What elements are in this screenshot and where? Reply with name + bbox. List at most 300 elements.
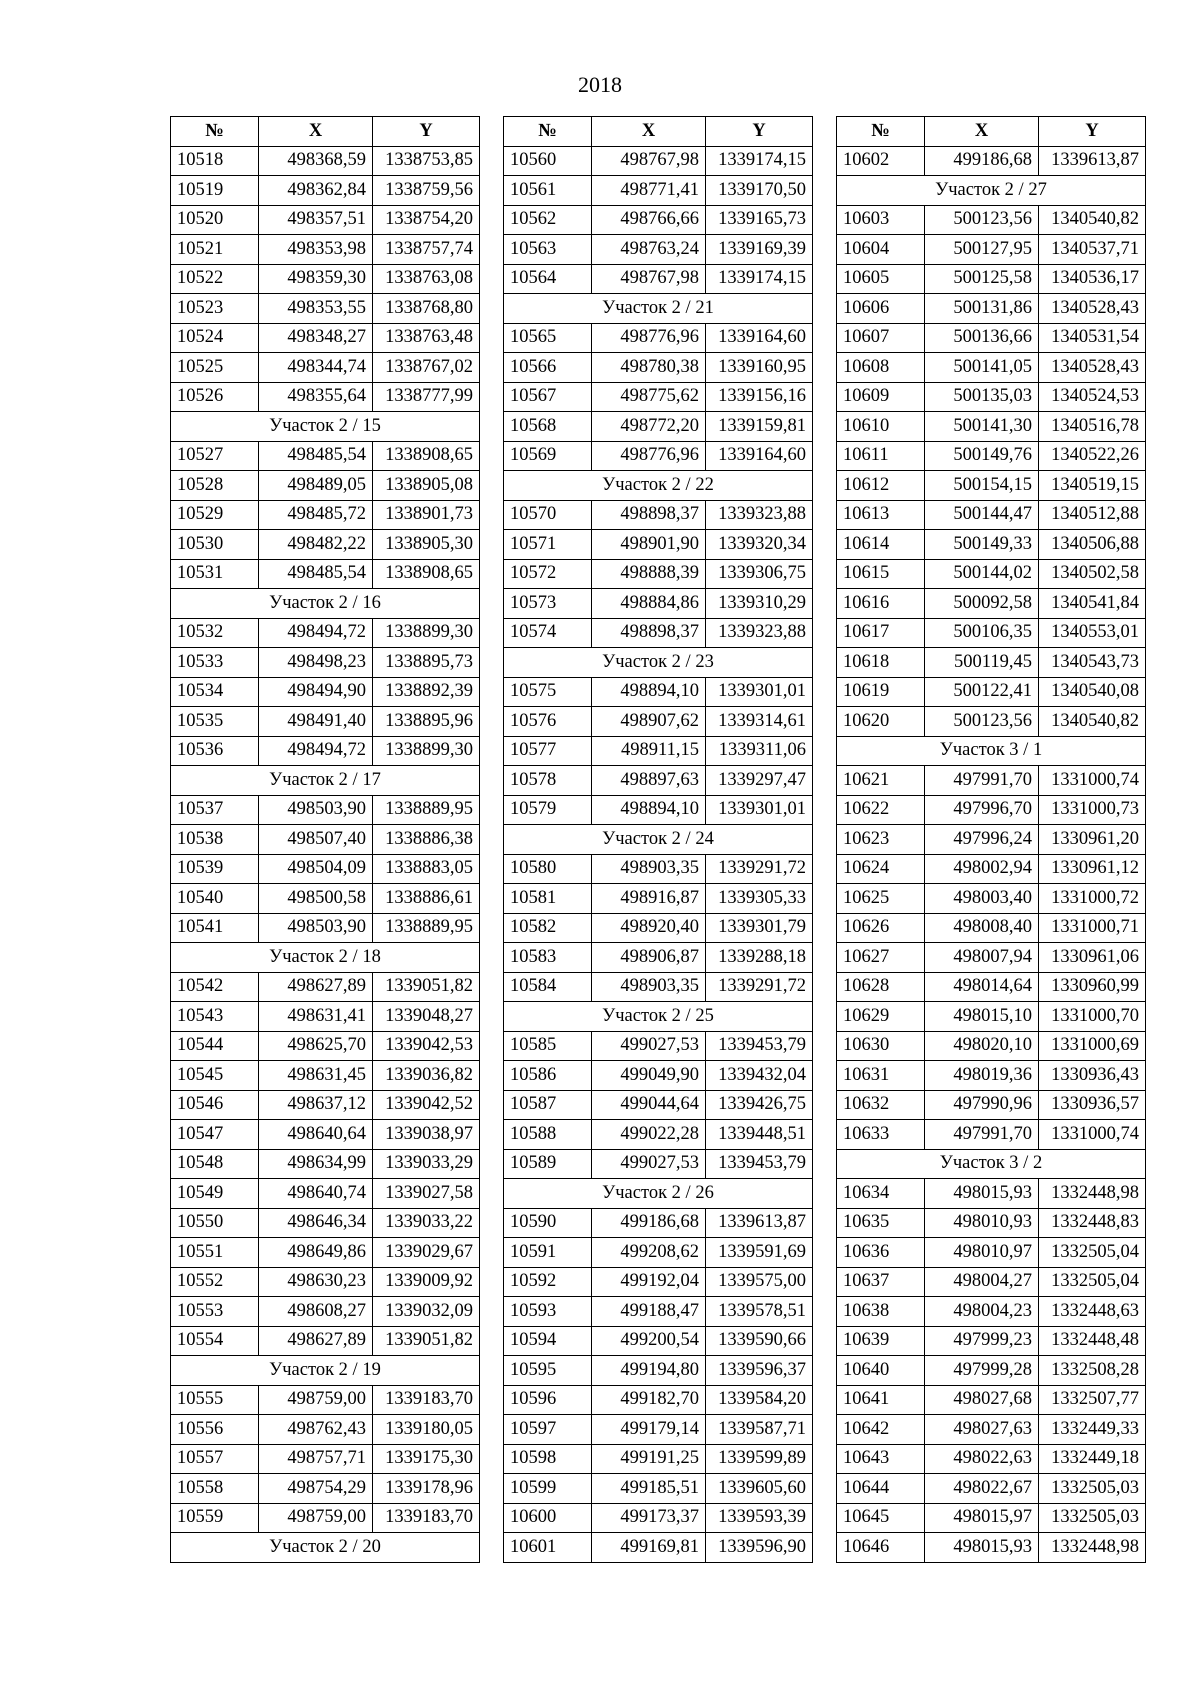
x-coordinate: 498022,67 (925, 1474, 1039, 1504)
table-row (171, 1297, 480, 1327)
point-number: 10616 (837, 589, 925, 619)
point-number: 10595 (504, 1356, 592, 1386)
x-coordinate: 499044,64 (592, 1090, 706, 1120)
point-number: 10537 (171, 795, 259, 825)
y-coordinate: 1332449,33 (1039, 1415, 1146, 1445)
point-number: 10536 (171, 736, 259, 766)
table-row (504, 1061, 813, 1091)
y-coordinate: 1338892,39 (373, 677, 480, 707)
y-coordinate: 1338901,73 (373, 500, 480, 530)
point-number: 10556 (171, 1415, 259, 1445)
point-number: 10623 (837, 825, 925, 855)
table-row (504, 353, 813, 383)
x-coordinate: 498775,62 (592, 382, 706, 412)
point-number: 10611 (837, 441, 925, 471)
table-row (504, 559, 813, 589)
point-number: 10640 (837, 1356, 925, 1386)
point-number: 10641 (837, 1385, 925, 1415)
table-row (837, 1090, 1146, 1120)
x-coordinate: 500149,33 (925, 530, 1039, 560)
x-coordinate: 499027,53 (592, 1149, 706, 1179)
x-coordinate: 498004,23 (925, 1297, 1039, 1327)
x-coordinate: 498353,55 (259, 294, 373, 324)
point-number: 10571 (504, 530, 592, 560)
x-coordinate: 498491,40 (259, 707, 373, 737)
table-row (837, 825, 1146, 855)
x-coordinate: 499173,37 (592, 1503, 706, 1533)
point-number: 10559 (171, 1503, 259, 1533)
y-coordinate: 1338905,08 (373, 471, 480, 501)
x-coordinate: 498494,72 (259, 736, 373, 766)
y-coordinate: 1339323,88 (706, 500, 813, 530)
y-coordinate: 1339320,34 (706, 530, 813, 560)
x-coordinate: 498494,72 (259, 618, 373, 648)
y-coordinate: 1332448,98 (1039, 1179, 1146, 1209)
table-row (171, 500, 480, 530)
table-row (171, 530, 480, 560)
x-coordinate: 498776,96 (592, 441, 706, 471)
y-coordinate: 1332507,77 (1039, 1385, 1146, 1415)
table-row (171, 618, 480, 648)
x-coordinate: 498482,22 (259, 530, 373, 560)
table-row (504, 677, 813, 707)
section-label: Участок 2 / 26 (504, 1179, 813, 1209)
point-number: 10540 (171, 884, 259, 914)
section-row (171, 1356, 480, 1386)
table-row (504, 1031, 813, 1061)
table-row (171, 972, 480, 1002)
section-label: Участок 3 / 1 (837, 736, 1146, 766)
table-row (504, 618, 813, 648)
point-number: 10532 (171, 618, 259, 648)
point-number: 10551 (171, 1238, 259, 1268)
table-row (171, 1149, 480, 1179)
table-row (504, 1297, 813, 1327)
point-number: 10624 (837, 854, 925, 884)
y-coordinate: 1339180,05 (373, 1415, 480, 1445)
y-coordinate: 1339306,75 (706, 559, 813, 589)
table-row (171, 176, 480, 206)
y-coordinate: 1340502,58 (1039, 559, 1146, 589)
table-row (171, 353, 480, 383)
x-coordinate: 499200,54 (592, 1326, 706, 1356)
x-coordinate: 498916,87 (592, 884, 706, 914)
y-coordinate: 1339164,60 (706, 441, 813, 471)
table-row (171, 1090, 480, 1120)
point-number: 10642 (837, 1415, 925, 1445)
table-row (837, 1503, 1146, 1533)
x-coordinate: 499179,14 (592, 1415, 706, 1445)
table-row (171, 1474, 480, 1504)
x-coordinate: 500149,76 (925, 441, 1039, 471)
table-row (504, 854, 813, 884)
point-number: 10535 (171, 707, 259, 737)
table-row (504, 264, 813, 294)
y-coordinate: 1339314,61 (706, 707, 813, 737)
table-row (171, 1179, 480, 1209)
x-coordinate: 500136,66 (925, 323, 1039, 353)
point-number: 10630 (837, 1031, 925, 1061)
point-number: 10531 (171, 559, 259, 589)
y-coordinate: 1340543,73 (1039, 648, 1146, 678)
x-coordinate: 498498,23 (259, 648, 373, 678)
point-number: 10539 (171, 854, 259, 884)
y-coordinate: 1332448,98 (1039, 1533, 1146, 1563)
y-coordinate: 1339590,66 (706, 1326, 813, 1356)
x-coordinate: 500122,41 (925, 677, 1039, 707)
point-number: 10554 (171, 1326, 259, 1356)
x-coordinate: 499192,04 (592, 1267, 706, 1297)
point-number: 10560 (504, 146, 592, 176)
x-coordinate: 500144,47 (925, 500, 1039, 530)
point-number: 10619 (837, 677, 925, 707)
x-coordinate: 497990,96 (925, 1090, 1039, 1120)
x-coordinate: 498010,97 (925, 1238, 1039, 1268)
point-number: 10577 (504, 736, 592, 766)
table-row (504, 736, 813, 766)
y-coordinate: 1339048,27 (373, 1002, 480, 1032)
y-coordinate: 1338763,08 (373, 264, 480, 294)
x-coordinate: 498627,89 (259, 1326, 373, 1356)
x-coordinate: 498763,24 (592, 235, 706, 265)
table-row (504, 1356, 813, 1386)
table-row (837, 913, 1146, 943)
table-row (837, 1120, 1146, 1150)
point-number: 10525 (171, 353, 259, 383)
table-row (837, 323, 1146, 353)
point-number: 10573 (504, 589, 592, 619)
table-row (837, 1356, 1146, 1386)
point-number: 10597 (504, 1415, 592, 1445)
point-number: 10617 (837, 618, 925, 648)
x-coordinate: 498906,87 (592, 943, 706, 973)
table-row (171, 1503, 480, 1533)
y-coordinate: 1339175,30 (373, 1444, 480, 1474)
section-label: Участок 2 / 27 (837, 176, 1146, 206)
section-label: Участок 2 / 17 (171, 766, 480, 796)
x-coordinate: 498359,30 (259, 264, 373, 294)
x-coordinate: 498503,90 (259, 795, 373, 825)
table-row (171, 1208, 480, 1238)
y-coordinate: 1332448,83 (1039, 1208, 1146, 1238)
x-coordinate: 498007,94 (925, 943, 1039, 973)
y-coordinate: 1330960,99 (1039, 972, 1146, 1002)
y-coordinate: 1338767,02 (373, 353, 480, 383)
table-row (837, 530, 1146, 560)
point-number: 10604 (837, 235, 925, 265)
y-coordinate: 1339593,39 (706, 1503, 813, 1533)
table-row (837, 235, 1146, 265)
table-row (504, 1444, 813, 1474)
table-row (837, 471, 1146, 501)
x-coordinate: 499022,28 (592, 1120, 706, 1150)
point-number: 10520 (171, 205, 259, 235)
point-number: 10613 (837, 500, 925, 530)
y-coordinate: 1339174,15 (706, 264, 813, 294)
table-row (837, 1444, 1146, 1474)
point-number: 10643 (837, 1444, 925, 1474)
point-number: 10628 (837, 972, 925, 1002)
point-number: 10518 (171, 146, 259, 176)
x-coordinate: 498631,45 (259, 1061, 373, 1091)
y-coordinate: 1339599,89 (706, 1444, 813, 1474)
x-coordinate: 500141,30 (925, 412, 1039, 442)
section-row (504, 1179, 813, 1209)
table-row (504, 441, 813, 471)
y-coordinate: 1339613,87 (706, 1208, 813, 1238)
x-coordinate: 498897,63 (592, 766, 706, 796)
x-coordinate: 498757,71 (259, 1444, 373, 1474)
x-coordinate: 498771,41 (592, 176, 706, 206)
x-coordinate: 500092,58 (925, 589, 1039, 619)
table-row (504, 1208, 813, 1238)
table-row (171, 294, 480, 324)
table-row (504, 1090, 813, 1120)
y-coordinate: 1339033,29 (373, 1149, 480, 1179)
x-coordinate: 498767,98 (592, 146, 706, 176)
point-number: 10590 (504, 1208, 592, 1238)
x-coordinate: 498907,62 (592, 707, 706, 737)
x-coordinate: 499186,68 (592, 1208, 706, 1238)
point-number: 10569 (504, 441, 592, 471)
table-row (504, 1503, 813, 1533)
x-coordinate: 498489,05 (259, 471, 373, 501)
y-coordinate: 1338899,30 (373, 618, 480, 648)
table-row (837, 1326, 1146, 1356)
point-number: 10547 (171, 1120, 259, 1150)
table-row (171, 323, 480, 353)
y-coordinate: 1338759,56 (373, 176, 480, 206)
point-number: 10581 (504, 884, 592, 914)
table-row (837, 1267, 1146, 1297)
point-number: 10550 (171, 1208, 259, 1238)
point-number: 10584 (504, 972, 592, 1002)
section-row (504, 471, 813, 501)
x-coordinate: 498640,64 (259, 1120, 373, 1150)
point-number: 10601 (504, 1533, 592, 1563)
coordinate-table-2 (503, 116, 813, 1563)
y-coordinate: 1340519,15 (1039, 471, 1146, 501)
point-number: 10563 (504, 235, 592, 265)
x-coordinate: 499182,70 (592, 1385, 706, 1415)
y-coordinate: 1338757,74 (373, 235, 480, 265)
table-row (837, 264, 1146, 294)
x-coordinate: 498898,37 (592, 618, 706, 648)
table-row (171, 1444, 480, 1474)
point-number: 10587 (504, 1090, 592, 1120)
table-row (504, 707, 813, 737)
point-number: 10549 (171, 1179, 259, 1209)
coordinate-table-3 (836, 116, 1146, 1563)
table-row (504, 176, 813, 206)
point-number: 10586 (504, 1061, 592, 1091)
y-coordinate: 1338763,48 (373, 323, 480, 353)
x-coordinate: 498027,68 (925, 1385, 1039, 1415)
y-coordinate: 1331000,73 (1039, 795, 1146, 825)
point-number: 10574 (504, 618, 592, 648)
x-coordinate: 498015,97 (925, 1503, 1039, 1533)
point-number: 10521 (171, 235, 259, 265)
y-coordinate: 1339305,33 (706, 884, 813, 914)
table-row (171, 146, 480, 176)
point-number: 10598 (504, 1444, 592, 1474)
x-coordinate: 498008,40 (925, 913, 1039, 943)
y-coordinate: 1330936,57 (1039, 1090, 1146, 1120)
table-row (504, 235, 813, 265)
point-number: 10607 (837, 323, 925, 353)
x-coordinate: 499027,53 (592, 1031, 706, 1061)
y-coordinate: 1338889,95 (373, 795, 480, 825)
y-coordinate: 1338895,96 (373, 707, 480, 737)
table-row (504, 943, 813, 973)
table-row (504, 972, 813, 1002)
point-number: 10582 (504, 913, 592, 943)
y-coordinate: 1332508,28 (1039, 1356, 1146, 1386)
y-coordinate: 1332449,18 (1039, 1444, 1146, 1474)
x-coordinate: 498759,00 (259, 1385, 373, 1415)
point-number: 10596 (504, 1385, 592, 1415)
y-coordinate: 1331000,74 (1039, 1120, 1146, 1150)
section-label: Участок 2 / 23 (504, 648, 813, 678)
table-row (504, 323, 813, 353)
y-coordinate: 1332448,48 (1039, 1326, 1146, 1356)
table-row (504, 884, 813, 914)
x-coordinate: 499185,51 (592, 1474, 706, 1504)
section-label: Участок 2 / 15 (171, 412, 480, 442)
y-coordinate: 1339183,70 (373, 1385, 480, 1415)
section-row (837, 1149, 1146, 1179)
table-row (837, 766, 1146, 796)
y-coordinate: 1339596,37 (706, 1356, 813, 1386)
y-coordinate: 1339051,82 (373, 972, 480, 1002)
y-coordinate: 1339587,71 (706, 1415, 813, 1445)
table-row (837, 500, 1146, 530)
x-coordinate: 498634,99 (259, 1149, 373, 1179)
y-coordinate: 1330936,43 (1039, 1061, 1146, 1091)
y-coordinate: 1339165,73 (706, 205, 813, 235)
x-coordinate: 498640,74 (259, 1179, 373, 1209)
section-label: Участок 2 / 25 (504, 1002, 813, 1032)
table-row (837, 589, 1146, 619)
table-row (171, 1031, 480, 1061)
table-row (837, 146, 1146, 176)
y-coordinate: 1340553,01 (1039, 618, 1146, 648)
x-coordinate: 499191,25 (592, 1444, 706, 1474)
x-coordinate: 498494,90 (259, 677, 373, 707)
table-row (837, 1385, 1146, 1415)
table-row (504, 1120, 813, 1150)
y-coordinate: 1340541,84 (1039, 589, 1146, 619)
section-label: Участок 2 / 19 (171, 1356, 480, 1386)
y-coordinate: 1340540,08 (1039, 677, 1146, 707)
table-row (837, 677, 1146, 707)
x-coordinate: 498767,98 (592, 264, 706, 294)
x-coordinate: 498015,93 (925, 1533, 1039, 1563)
point-number: 10543 (171, 1002, 259, 1032)
section-row (837, 176, 1146, 206)
table-row (171, 441, 480, 471)
x-coordinate: 499208,62 (592, 1238, 706, 1268)
table-row (504, 382, 813, 412)
y-coordinate: 1330961,12 (1039, 854, 1146, 884)
x-coordinate: 498766,66 (592, 205, 706, 235)
y-coordinate: 1330961,06 (1039, 943, 1146, 973)
x-coordinate: 499194,80 (592, 1356, 706, 1386)
point-number: 10523 (171, 294, 259, 324)
table-row (837, 294, 1146, 324)
y-coordinate: 1338889,95 (373, 913, 480, 943)
point-number: 10593 (504, 1297, 592, 1327)
point-number: 10589 (504, 1149, 592, 1179)
point-number: 10564 (504, 264, 592, 294)
x-coordinate: 498002,94 (925, 854, 1039, 884)
y-coordinate: 1339613,87 (1039, 146, 1146, 176)
x-coordinate: 498903,35 (592, 854, 706, 884)
point-number: 10629 (837, 1002, 925, 1032)
x-coordinate: 498625,70 (259, 1031, 373, 1061)
y-coordinate: 1339453,79 (706, 1031, 813, 1061)
section-label: Участок 2 / 22 (504, 471, 813, 501)
x-coordinate: 500131,86 (925, 294, 1039, 324)
point-number: 10572 (504, 559, 592, 589)
point-number: 10622 (837, 795, 925, 825)
point-number: 10544 (171, 1031, 259, 1061)
y-coordinate: 1340528,43 (1039, 353, 1146, 383)
y-coordinate: 1338768,80 (373, 294, 480, 324)
point-number: 10614 (837, 530, 925, 560)
y-coordinate: 1340516,78 (1039, 412, 1146, 442)
y-coordinate: 1331000,70 (1039, 1002, 1146, 1032)
y-coordinate: 1339288,18 (706, 943, 813, 973)
table-row (504, 913, 813, 943)
section-row (504, 1002, 813, 1032)
x-coordinate: 498608,27 (259, 1297, 373, 1327)
x-coordinate: 498780,38 (592, 353, 706, 383)
point-number: 10591 (504, 1238, 592, 1268)
y-coordinate: 1339605,60 (706, 1474, 813, 1504)
y-coordinate: 1338908,65 (373, 559, 480, 589)
point-number: 10522 (171, 264, 259, 294)
y-coordinate: 1339301,01 (706, 677, 813, 707)
header-y: Y (373, 117, 480, 147)
y-coordinate: 1338895,73 (373, 648, 480, 678)
table-row (837, 1002, 1146, 1032)
x-coordinate: 498500,58 (259, 884, 373, 914)
y-coordinate: 1340522,26 (1039, 441, 1146, 471)
point-number: 10527 (171, 441, 259, 471)
y-coordinate: 1339038,97 (373, 1120, 480, 1150)
table-row (837, 382, 1146, 412)
table-row (171, 1120, 480, 1150)
point-number: 10612 (837, 471, 925, 501)
point-number: 10627 (837, 943, 925, 973)
y-coordinate: 1339174,15 (706, 146, 813, 176)
point-number: 10636 (837, 1238, 925, 1268)
y-coordinate: 1339159,81 (706, 412, 813, 442)
x-coordinate: 498485,54 (259, 559, 373, 589)
y-coordinate: 1339183,70 (373, 1503, 480, 1533)
point-number: 10644 (837, 1474, 925, 1504)
x-coordinate: 498353,98 (259, 235, 373, 265)
table-row (171, 205, 480, 235)
table-row (837, 648, 1146, 678)
table-row (504, 1326, 813, 1356)
x-coordinate: 500125,58 (925, 264, 1039, 294)
y-coordinate: 1338777,99 (373, 382, 480, 412)
x-coordinate: 497999,28 (925, 1356, 1039, 1386)
point-number: 10533 (171, 648, 259, 678)
y-coordinate: 1340537,71 (1039, 235, 1146, 265)
